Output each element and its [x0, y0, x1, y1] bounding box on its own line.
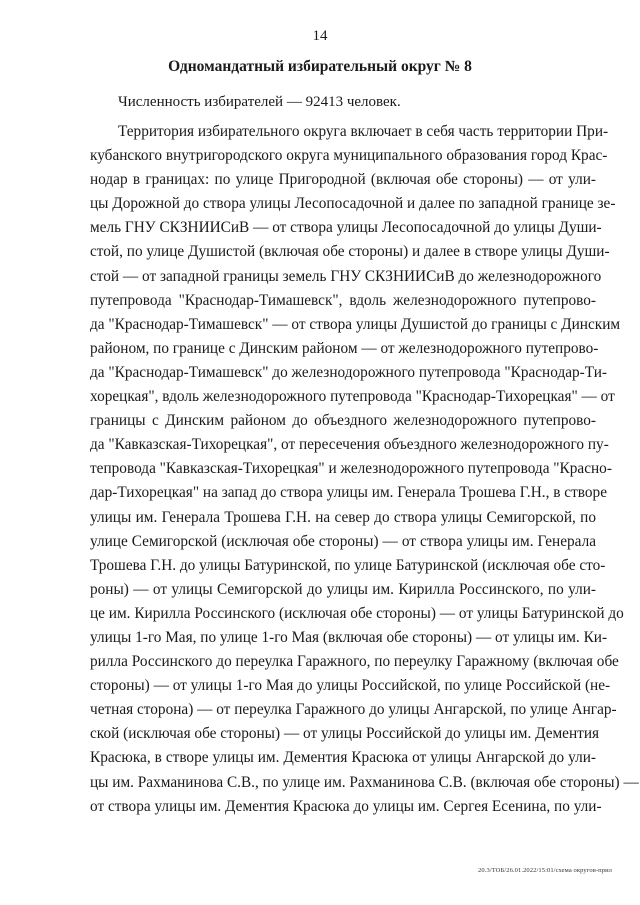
text-line: улице Семигорской (исключая обе стороны) — от створа улицы им. Генерала — [90, 532, 596, 550]
text-line: стой — от западной границы земель ГНУ СКЗНИИСиВ до железнодорожного — [90, 267, 602, 285]
text-line: Трошева Г.Н. до улицы Батуринской, по улице Батуринской (исключая обе сто- — [90, 556, 606, 574]
text-line: да "Кавказская-Тихорецкая", от пересечения объездного железнодорожного пу- — [90, 436, 609, 454]
text-line: дар-Тихорецкая" на запад до створа улицы им. Генерала Трошева Г.Н., в створе — [90, 484, 607, 502]
text-line: четная сторона) — от переулка Гаражного до улицы Ангарской, по улице Ангар- — [90, 701, 617, 719]
text-line: да "Краснодар-Тимашевск" до железнодорожного путепровода "Краснодар-Ти- — [90, 363, 608, 381]
text-line: да "Краснодар-Тимашевск" — от створа улицы Душистой до границы с Динским — [90, 315, 621, 333]
text-line: ской (исключая обе стороны) — от улицы Российской до улицы им. Дементия — [90, 725, 600, 743]
page-number: 14 — [312, 28, 328, 44]
text-line: хорецкая", вдоль железнодорожного путепровода "Краснодар-Тихорецкая" — от — [90, 388, 615, 406]
text-line: кубанского внутригородского округа муниципального образования город Крас- — [90, 147, 608, 165]
text-line: путепровода "Краснодар-Тимашевск", вдоль железнодорожного путепрово- — [90, 291, 596, 309]
text-line: нодар в границах: по улице Пригородной (включая обе стороны) — от ули- — [90, 171, 596, 189]
text-line: Территория избирательного округа включает в себя часть территории При- — [118, 123, 609, 140]
voter-count-text: Численность избирателей — 92413 человек. — [118, 94, 401, 110]
text-line: рилла Россинского до переулка Гаражного, по переулку Гаражному (включая обе — [90, 653, 619, 671]
text-line: границы с Динским районом до объездного железнодорожного путепрово- — [90, 412, 596, 430]
text-line: цы Дорожной до створа улицы Лесопосадочной и далее по западной границе зе- — [90, 195, 616, 213]
text-line: роны) — от улицы Семигорской до улицы им. Кирилла Россинского, по ули- — [90, 580, 596, 598]
text-line: улицы 1-го Мая, по улице 1-го Мая (включая обе стороны) — от улицы им. Ки- — [90, 628, 608, 646]
text-line: от створа улицы им. Дементия Красюка до улицы им. Сергея Есенина, по ули- — [90, 797, 602, 815]
section-heading: Одномандатный избирательный округ № 8 — [168, 58, 472, 75]
text-line: улицы им. Генерала Трошева Г.Н. на север до створа улицы Семигорской, по — [90, 508, 596, 526]
text-line: Красюка, в створе улицы им. Дементия Красюка от улицы Ангарской до ули- — [90, 749, 596, 767]
text-line: мель ГНУ СКЗНИИСиВ — от створа улицы Лесопосадочной до улицы Души- — [90, 219, 602, 237]
territory-description — [90, 120, 639, 819]
text-line: стороны) — от улицы 1-го Мая до улицы Российской, по улице Российской (не- — [90, 677, 611, 695]
text-line: це им. Кирилла Россинского (исключая обе стороны) — от улицы Батуринской до — [90, 604, 624, 622]
text-line: цы им. Рахманинова С.В., по улице им. Рахманинова С.В. (включая обе стороны) — — [90, 773, 639, 791]
text-line: тепровода "Кавказская-Тихорецкая" и железнодорожного путепровода "Красно- — [90, 460, 612, 478]
text-line: стой, по улице Душистой (включая обе стороны) и далее в створе улицы Души- — [90, 243, 610, 261]
text-line: районом, по границе с Динским районом — от железнодорожного путепрово- — [90, 339, 599, 357]
document-footer-code: 20.3/ТОБ/26.01.2022/15:01/схема округов-прил — [478, 867, 612, 874]
